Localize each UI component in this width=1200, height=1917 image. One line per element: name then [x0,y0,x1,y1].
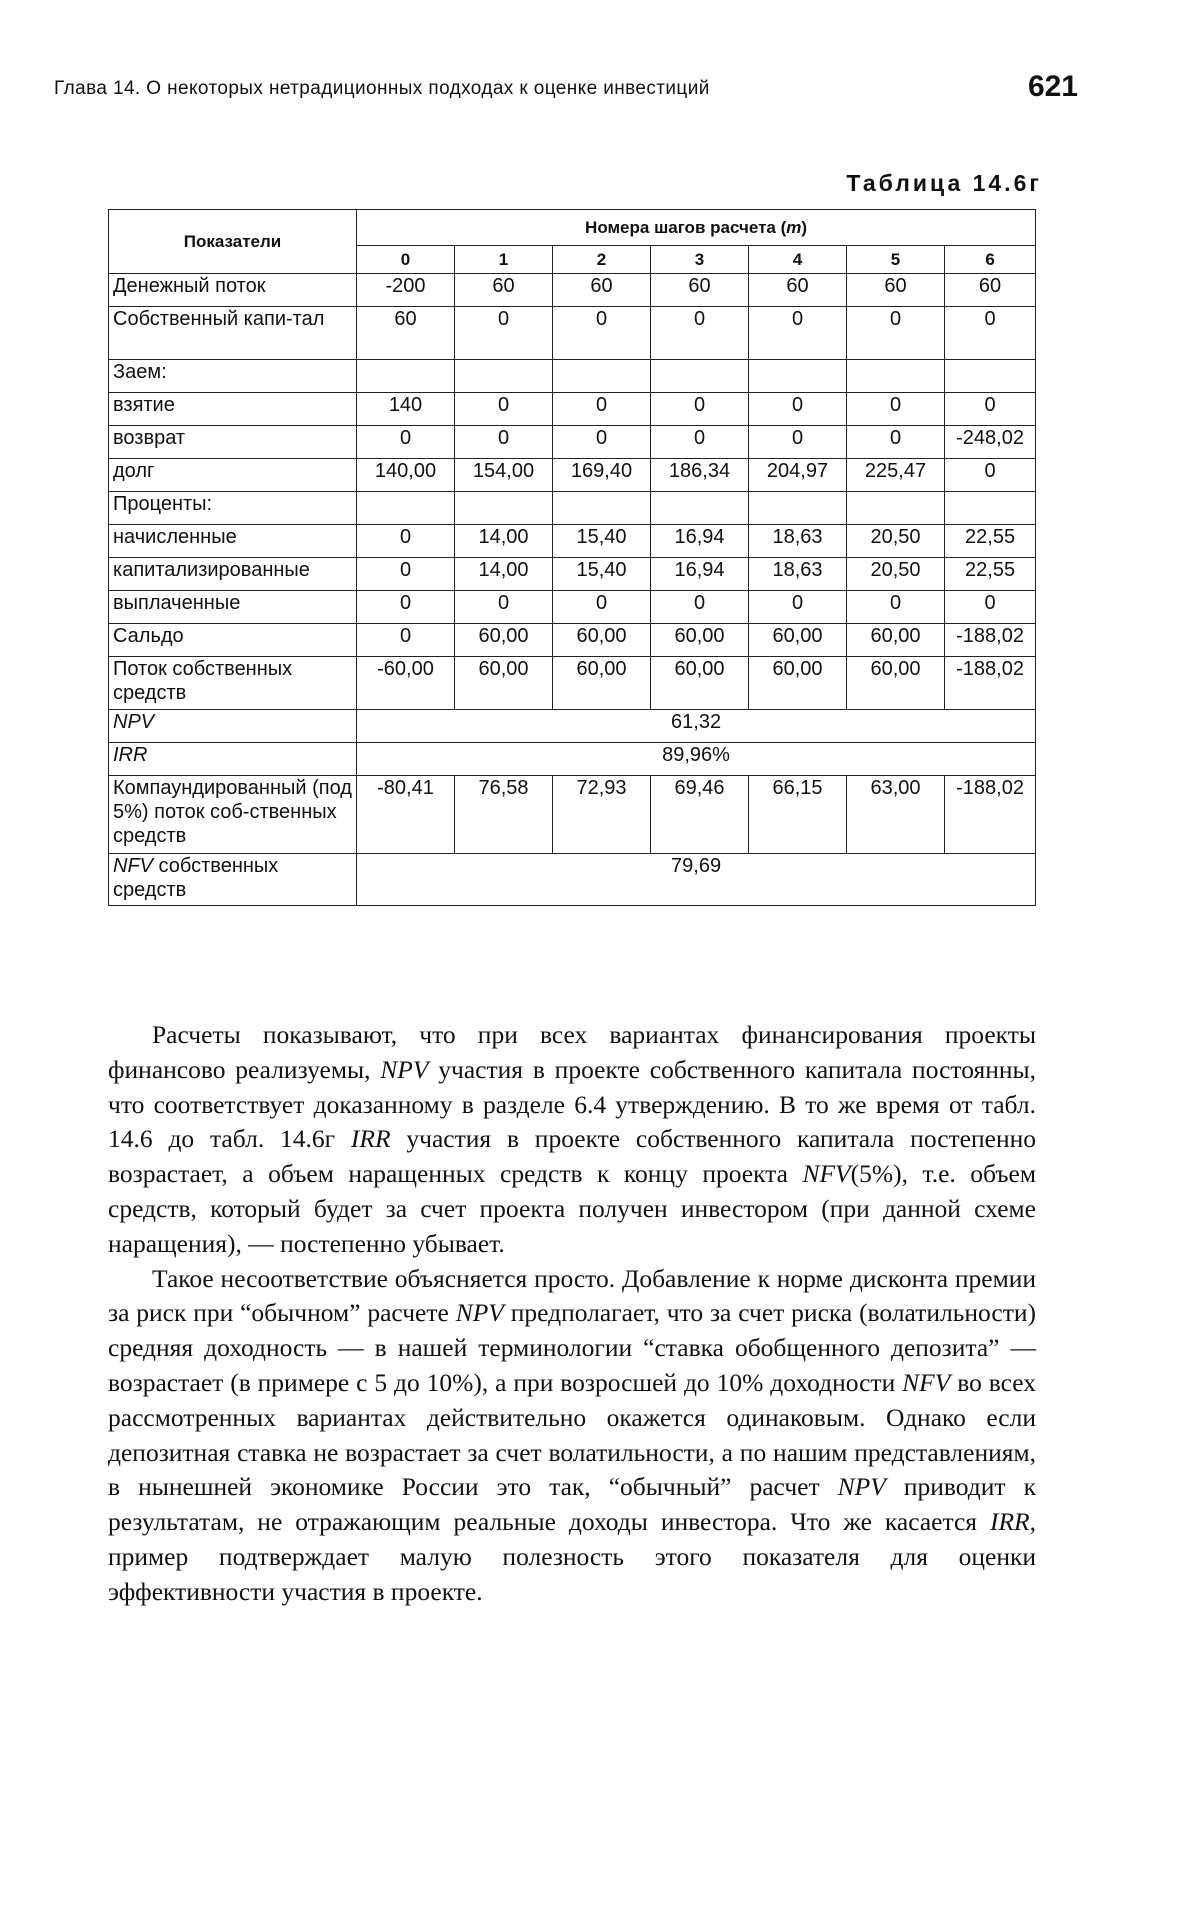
row-label: Поток собственных средств [109,657,357,710]
table-cell: -200 [357,274,455,307]
table-cell: 60,00 [749,624,847,657]
table-cell: 72,93 [553,776,651,854]
table-cell: 0 [357,624,455,657]
table-cell: 0 [455,426,553,459]
table-cell: 79,69 [357,854,1036,906]
table-cell: 225,47 [847,459,945,492]
row-label: возврат [109,426,357,459]
table-cell [357,360,455,393]
table-cell: 60 [455,274,553,307]
table-cell: -188,02 [945,776,1036,854]
table-cell: 60,00 [749,657,847,710]
table-cell: 60,00 [651,657,749,710]
table-row [109,657,1036,710]
row-label: капитализированные [109,558,357,591]
row-label: NPV [109,710,357,743]
table-row [109,426,1036,459]
table-row [109,624,1036,657]
table-cell: 14,00 [455,558,553,591]
row-label: Проценты: [109,492,357,525]
table-cell [553,360,651,393]
table-cell [455,492,553,525]
page-header [0,70,1200,110]
irr-row [109,743,1036,776]
table-cell: 60,00 [553,624,651,657]
table-cell: -80,41 [357,776,455,854]
table-cell: 60 [357,307,455,360]
table-caption: Таблица 14.6г [846,170,1042,196]
header-steps [357,210,1036,246]
table-cell: 66,15 [749,776,847,854]
table-cell [455,360,553,393]
table-cell [847,492,945,525]
table-cell: 60,00 [847,657,945,710]
table-cell: 0 [553,307,651,360]
table-cell: 22,55 [945,558,1036,591]
table-row [109,558,1036,591]
table-cell: 60,00 [553,657,651,710]
step-header: 1 [455,246,553,274]
table-cell: 0 [847,307,945,360]
table-cell: 0 [749,591,847,624]
row-label: начисленные [109,525,357,558]
row-label: долг [109,459,357,492]
table-cell: 20,50 [847,558,945,591]
table-cell: 0 [553,393,651,426]
running-head: Глава 14. О некоторых нетрадиционных подходах к оценке инвестиций [54,78,710,99]
table-cell: -188,02 [945,624,1036,657]
row-label: выплаченные [109,591,357,624]
table-cell: 18,63 [749,525,847,558]
table-cell: 0 [357,426,455,459]
table-cell [749,492,847,525]
table-cell: -60,00 [357,657,455,710]
row-label: Денежный поток [109,274,357,307]
header-steps-text: Номера шагов расчета (m) [585,217,808,237]
table-cell: 0 [945,393,1036,426]
row-label: Сальдо [109,624,357,657]
row-label: Компаундированный (под 5%) поток соб-ственных средств [109,776,357,854]
table-cell: 0 [357,525,455,558]
table-cell: 60 [749,274,847,307]
table-cell: 0 [749,393,847,426]
step-header: 4 [749,246,847,274]
table-cell: 0 [651,307,749,360]
table-cell: 140 [357,393,455,426]
table-row [109,307,1036,360]
row-label: взятие [109,393,357,426]
table-cell [945,492,1036,525]
table-cell: 186,34 [651,459,749,492]
table-cell [357,492,455,525]
table-cell: 60,00 [651,624,749,657]
table-cell: 0 [553,591,651,624]
header-indicators: Показатели [109,210,357,274]
table-cell: 76,58 [455,776,553,854]
table-cell: 60,00 [455,657,553,710]
table-cell [945,360,1036,393]
table-cell: 69,46 [651,776,749,854]
table-cell [651,492,749,525]
table-cell: 15,40 [553,525,651,558]
step-header: 0 [357,246,455,274]
table-cell: 16,94 [651,558,749,591]
data-table [108,209,1036,906]
table-cell: 60,00 [455,624,553,657]
table-cell: 22,55 [945,525,1036,558]
table-cell: 0 [651,393,749,426]
table-cell [553,492,651,525]
step-header: 2 [553,246,651,274]
table-cell: 154,00 [455,459,553,492]
table-cell: 60 [651,274,749,307]
table-row [109,393,1036,426]
table-cell: 0 [749,307,847,360]
table-cell: 60 [945,274,1036,307]
table-row [109,591,1036,624]
table-row [109,274,1036,307]
table-cell: 0 [357,558,455,591]
table-cell: 0 [455,307,553,360]
table-cell: 0 [749,426,847,459]
table-cell [749,360,847,393]
table-cell: 15,40 [553,558,651,591]
table-cell: 63,00 [847,776,945,854]
table-cell: -188,02 [945,657,1036,710]
table-cell: 140,00 [357,459,455,492]
table-cell: 89,96% [357,743,1036,776]
step-header: 6 [945,246,1036,274]
table-cell: 0 [651,591,749,624]
table-body [109,274,1036,906]
table-cell: -248,02 [945,426,1036,459]
table-cell: 0 [945,459,1036,492]
table-cell: 18,63 [749,558,847,591]
table-cell: 60 [847,274,945,307]
row-label: Собственный капи-тал [109,307,357,360]
table-cell: 14,00 [455,525,553,558]
table-cell: 0 [455,591,553,624]
table-cell: 0 [945,591,1036,624]
table-cell [651,360,749,393]
row-label: NFV собственных средств [109,854,357,906]
row-label: IRR [109,743,357,776]
step-header: 3 [651,246,749,274]
table-cell: 0 [357,591,455,624]
paragraph-1: Расчеты показывают, что при всех вариантах финансирования проекты финансово реализуемы, NPV участия в проекте собственного капитала постоянны, что соответствует доказанному в разделе 6.4 утверждению. В то же время от табл. 14.6 до табл. 14.6г IRR участия в проекте собственного капитала постепенно возрастает, а объем наращенных средств к концу проекта NFV(5%), т.е. объем средств, который будет за счет проекта получен инвестором (при данной схеме наращения), — постепенно убывает. [108,1020,1037,1258]
table-cell: 60 [553,274,651,307]
table-row [109,360,1036,393]
page-number: 621 [1027,70,1078,103]
step-header: 5 [847,246,945,274]
table-cell: 16,94 [651,525,749,558]
table-row [109,459,1036,492]
compounded-row [109,776,1036,854]
table-cell: 60,00 [847,624,945,657]
table-cell: 0 [945,307,1036,360]
table-cell: 0 [455,393,553,426]
table-cell: 0 [847,591,945,624]
table-cell: 0 [847,426,945,459]
paragraph-2: Такое несоответствие объясняется просто. Добавление к норме дисконта премии за риск при “обычном” расчете NPV предполагает, что за счет риска (волатильности) средняя доходность — в нашей терминологии “ставка обобщенного депозита” — возрастает (в примере с 5 до 10%), а при возросшей до 10% доходности NFV во всех рассмотренных вариантах действительно окажется одинаковым. Однако если депозитная ставка не возрастает за счет волатильности, а по нашим представлениям, в нынешней экономике России это так, “обычный” расчет NPV приводит к результатам, не отражающим реальные доходы инвестора. Что же касается IRR, пример подтверждает малую полезность этого показателя для оценки эффективности участия в проекте. [108,1263,1036,1606]
table-cell: 20,50 [847,525,945,558]
table-cell: 0 [651,426,749,459]
table-cell: 0 [553,426,651,459]
table-cell [847,360,945,393]
table-cell: 0 [847,393,945,426]
nfv-row [109,854,1036,906]
npv-row [109,710,1036,743]
table-cell: 61,32 [357,710,1036,743]
table-row [109,525,1036,558]
body-text [108,1018,1036,1610]
table-cell: 204,97 [749,459,847,492]
table-row [109,492,1036,525]
row-label: Заем: [109,360,357,393]
table-cell: 169,40 [553,459,651,492]
